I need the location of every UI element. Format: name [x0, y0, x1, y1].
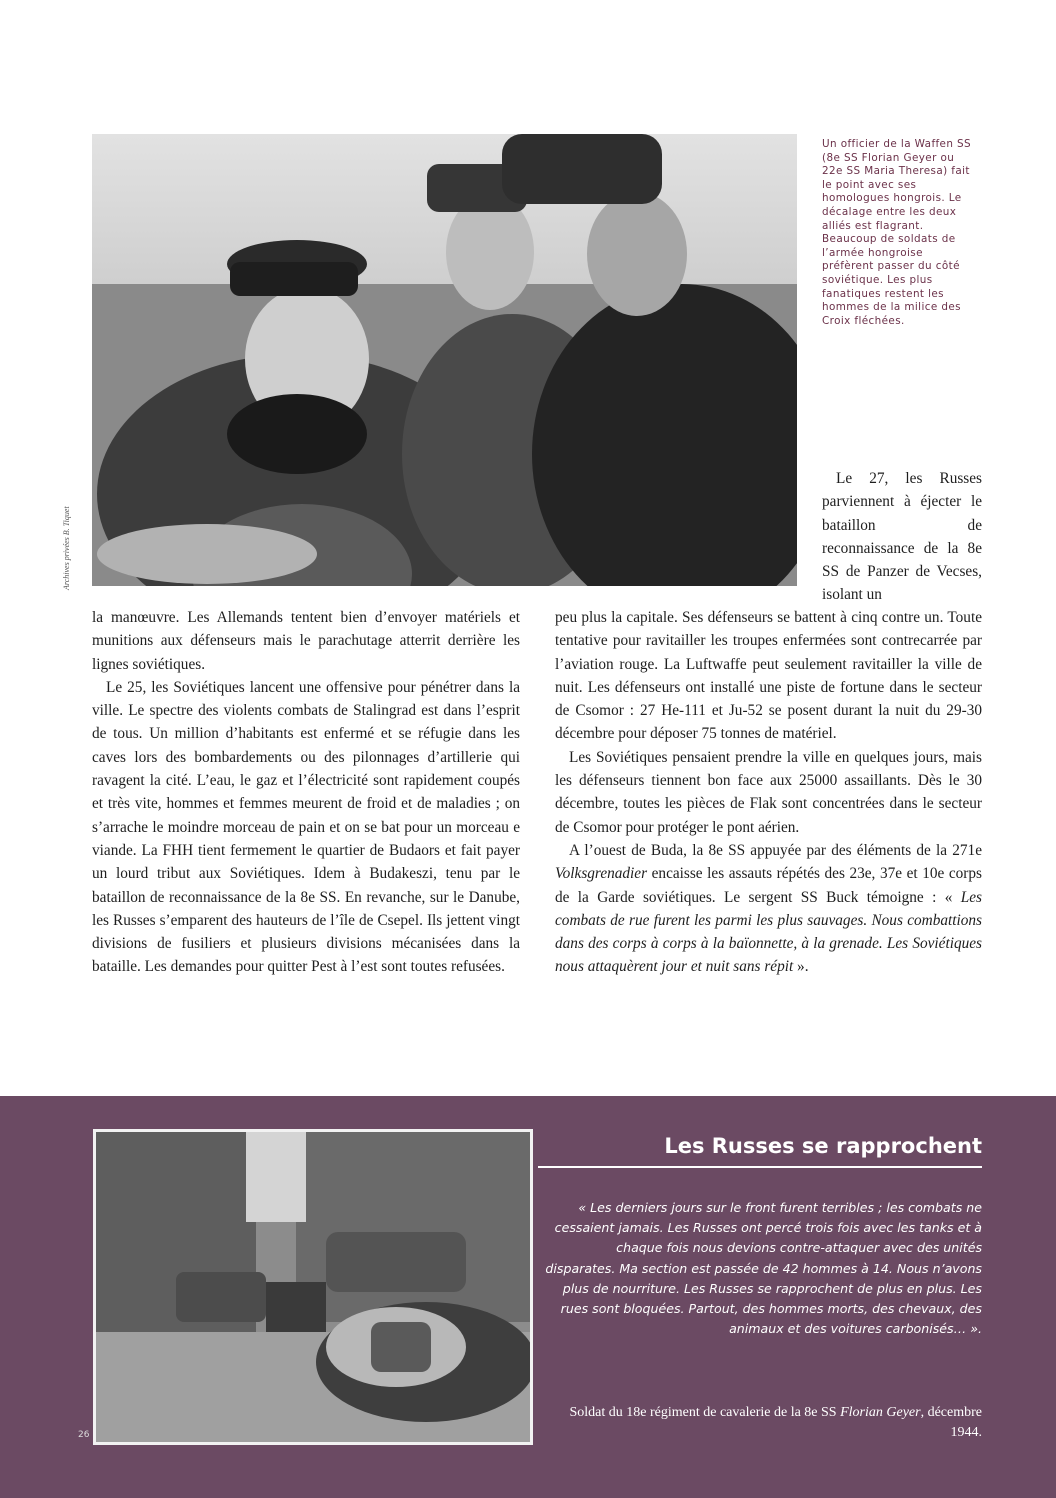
left-column [92, 606, 520, 979]
text-run: Soldat du 18e régiment de cavalerie de la 8e SS [569, 1405, 841, 1420]
title-rule [538, 1166, 982, 1168]
page-number: 26 [78, 1430, 90, 1440]
paragraph: peu plus la capitale. Ses défenseurs se battent à cinq contre un. Toute tentative pour ravitailler les troupes enfermées sont contrecarrée par l’aviation rouge. La Luftwaffe peut seulement ravitailler la ville de nuit. Les défenseurs ont installé une piste de fortune dans le secteur de Csomor : 27 He-111 et Ju-52 se posent durant la nuit du 29-30 décembre pour déposer 75 tonnes de matériel. [555, 609, 982, 743]
paragraph: la manœuvre. Les Allemands tentent bien d’envoyer matériels et munitions aux défenseurs mais le parachutage atterrit derrière les lignes soviétiques. [92, 609, 520, 673]
text-run: A l’ouest de Buda, la 8e SS appuyée par des éléments de la 271e [569, 841, 982, 859]
unit-name: Volksgrenadier [555, 865, 648, 883]
text-run: ». [793, 958, 809, 976]
intro-paragraph: Le 27, les Russes parviennent à éjecter le bataillon de reconnaissance de la 8e SS de Panzer de Vecses, isolant un [822, 470, 982, 604]
officers-photo [92, 134, 797, 586]
testimony-quote: Les combats de rue furent les parmi les plus sauvages. Nous combattions dans des corps à corps à la baïonnette, à la grenade. Les Soviétiques nous attaquèrent jour et nuit sans répit [555, 888, 982, 976]
paragraph: Le 25, les Soviétiques lancent une offensive pour pénétrer dans la ville. Le spectre des violents combats de Stalingrad est dans l’esprit de tous. Un million d’habitants est enfermé et se réfugie dans les caves lors des bombardements ou des pilonnages d’artillerie qui ravagent la cité. L’eau, le gaz et l’électricité sont rapidement coupés et très vite, hommes et femmes meurent de froid et de maladies ; on s’arrache le moindre morceau de pain et on se bat pour un morceau e viande. La FHH tient fermement le quartier de Budaors et fait payer un lourd tribut aux Soviétiques. Idem à Budakeszi, tenu par le bataillon de reconnaissance de la 8e SS. En revanche, sur le Danube, les Russes s’emparent des hauteurs de l’île de Csepel. Ils jettent vingt divisions de fusiliers et plusieurs divisions mécanisées dans la bataille. Les demandes pour quitter Pest à l’est sont toutes refusées. [92, 678, 520, 976]
photo-credit: Archives privées B. Tiquet [62, 506, 71, 590]
paragraph-testimony [555, 839, 982, 979]
text-run: , décembre 1944. [920, 1405, 982, 1440]
street-vehicles-photo [93, 1129, 533, 1445]
division-name: Florian Geyer [840, 1405, 921, 1420]
right-column [555, 606, 982, 979]
quote-attribution [545, 1403, 982, 1443]
box-title: Les Russes se rapprochent [664, 1134, 982, 1158]
photo-caption: Un officier de la Waffen SS (8e SS Florian Geyer ou 22e SS Maria Theresa) fait le point avec ses homologues hongrois. Le décalage entre les deux alliés est flagrant. Beaucoup de soldats de l’armée hongroise préfèrent passer du côté soviétique. Les plus fanatiques restent les hommes de la milice des Croix fléchées. [822, 138, 972, 327]
text-run: encaisse les assauts répétés des 23e, 37e et 10e corps de la Garde soviétiques. Le sergent SS Buck témoigne : « [555, 865, 982, 906]
box-quote: « Les derniers jours sur le front furent terribles ; les combats ne cessaient jamais. Les Russes ont percé trois fois avec les tanks et à chaque fois nous devions contre-attaquer avec des unités disparates. Ma section est passée de 42 hommes à 14. Nous n’avons plus de nourriture. Les Russes se rapprochent de plus en plus. Les rues sont bloquées. Partout, des hommes morts, des chevaux, des animaux et des voitures carbonisés… ». [545, 1200, 982, 1337]
paragraph: Les Soviétiques pensaient prendre la ville en quelques jours, mais les défenseurs tiennent bon face aux 25000 assaillants. Dès le 30 décembre, toutes les pièces de Flak sont concentrées dans le secteur de Csomor pour protéger le pont aérien. [555, 748, 982, 836]
